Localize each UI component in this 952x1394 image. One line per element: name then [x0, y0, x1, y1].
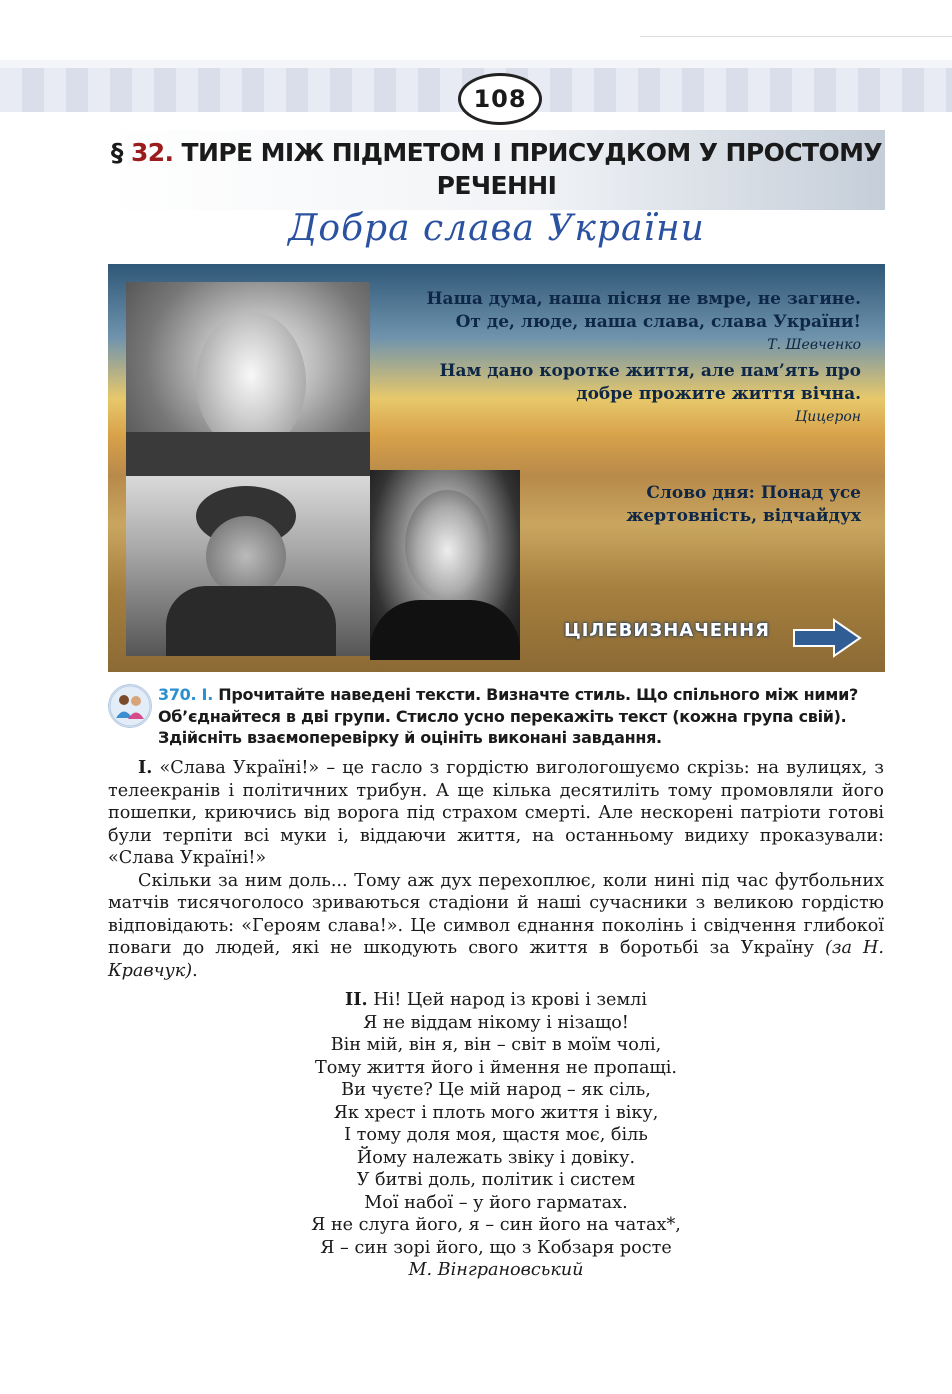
poem-line: Ви чуєте? Це мій народ – як сіль,	[341, 1080, 651, 1100]
portrait-photo-man	[370, 470, 520, 660]
poem-label: ІІ.	[345, 989, 368, 1010]
quote1-line2: От де, люде, наша слава, слава України!	[455, 312, 861, 332]
poem-line: Я – син зорі його, що з Кобзаря росте	[320, 1237, 672, 1258]
task-text: Прочитайте наведені тексти. Визначте стиль. Що спільного між ними? Об’єднайтеся в дві групи. Стисло усно перекажіть текст (кожна група свій). Здійсніть взаємоперевірку й оцініть виконані завдання.	[158, 685, 858, 747]
poem-line: Як хрест і плоть мого життя і віку,	[333, 1102, 659, 1123]
task-number: 370. І.	[158, 685, 213, 704]
poem-line	[108, 989, 884, 1012]
word-of-day-label: Слово дня:	[646, 483, 755, 503]
section-subtitle: Добра слава України	[288, 208, 705, 249]
poem-line: І тому доля моя, щастя моє, біль	[344, 1125, 648, 1145]
word-of-day-line2: жертовність, відчайдух	[626, 506, 861, 526]
quote-cicero	[439, 360, 861, 429]
poem	[108, 989, 884, 1282]
arrow-right-icon	[792, 618, 862, 658]
poem-line: Йому належать звіку і довіку.	[356, 1147, 636, 1168]
poem-line: Тому життя його і ймення не пропащі.	[314, 1057, 678, 1078]
portrait-photo-poet	[126, 282, 370, 482]
section-title	[108, 136, 885, 202]
poem-line: Мої набої – у його гарматах.	[364, 1192, 628, 1213]
quote1-author: Т. Шевченко	[767, 337, 861, 353]
quote2-line2: добре прожите життя вічна.	[576, 384, 861, 404]
text-one-end: .	[192, 960, 198, 981]
section-title-line1: ТИРЕ МІЖ ПІДМЕТОМ І ПРИСУДКОМ У ПРОСТОМУ	[181, 138, 883, 167]
task-instruction	[158, 684, 888, 749]
poem-line-text: Ні! Цей народ із крові і землі	[373, 990, 647, 1010]
illustration-banner	[108, 264, 885, 672]
text-one-label: І.	[138, 757, 153, 778]
poem-line: Він мій, він я, він – світ в моїм чолі,	[330, 1035, 662, 1055]
section-number: 32.	[130, 138, 174, 167]
text-one-source: (за Н. Кравчук)	[108, 938, 884, 981]
quote2-author: Цицерон	[795, 409, 861, 425]
text-one	[108, 757, 884, 982]
top-rule	[640, 36, 952, 37]
section-title-line2: РЕЧЕННІ	[436, 171, 557, 200]
quote2-line1: Нам дано коротке життя, але пам’ять про	[439, 361, 861, 381]
quote-shevchenko	[427, 288, 862, 357]
poem-line: Я не слуга його, я – син його на чатах*,	[311, 1215, 681, 1235]
text-one-paragraph1	[108, 757, 884, 870]
poem-author: М. Вінграновський	[408, 1260, 584, 1280]
section-sign: §	[110, 138, 123, 167]
group-work-icon	[108, 684, 152, 728]
quote1-line1: Наша дума, наша пісня не вмре, не загине.	[426, 289, 861, 309]
text-one-para2: Скільки за ним доль... Тому аж дух перехоплює, коли нині під час футбольних матчів тисячоголосо зриваються стадіони й наші сучасники з великою гордістю відповідають: «Героям слава!». Це символ єднання поколінь і свідчення глибокої поваги до людей, які не шкодують свого життя в боротьбі за Україну	[108, 870, 884, 958]
goal-setting-label: ЦІЛЕВИЗНАЧЕННЯ	[564, 620, 771, 641]
word-of-day-line1: Понад усе	[760, 483, 861, 503]
photo-soldier	[126, 476, 372, 656]
poem-line: Я не віддам нікому і нізащо!	[363, 1012, 629, 1033]
word-of-day	[626, 482, 861, 528]
text-one-para1: «Слава Україні!» – це гасло з гордістю вигологошуємо скрізь: на вулицях, з телеекранів і політичних трибун. А ще кілька десятиліть тому промовляли його пошепки, криючись від ворога під страхом смерті. Але нескорені патріоти готові були терпіти всі муки і, віддаючи життя, на останньому видиху проказували: «Слава Україні!»	[108, 758, 884, 868]
text-one-paragraph2	[108, 870, 884, 983]
page-number: 108	[458, 73, 542, 125]
poem-line: У битві доль, політик і систем	[356, 1170, 636, 1190]
